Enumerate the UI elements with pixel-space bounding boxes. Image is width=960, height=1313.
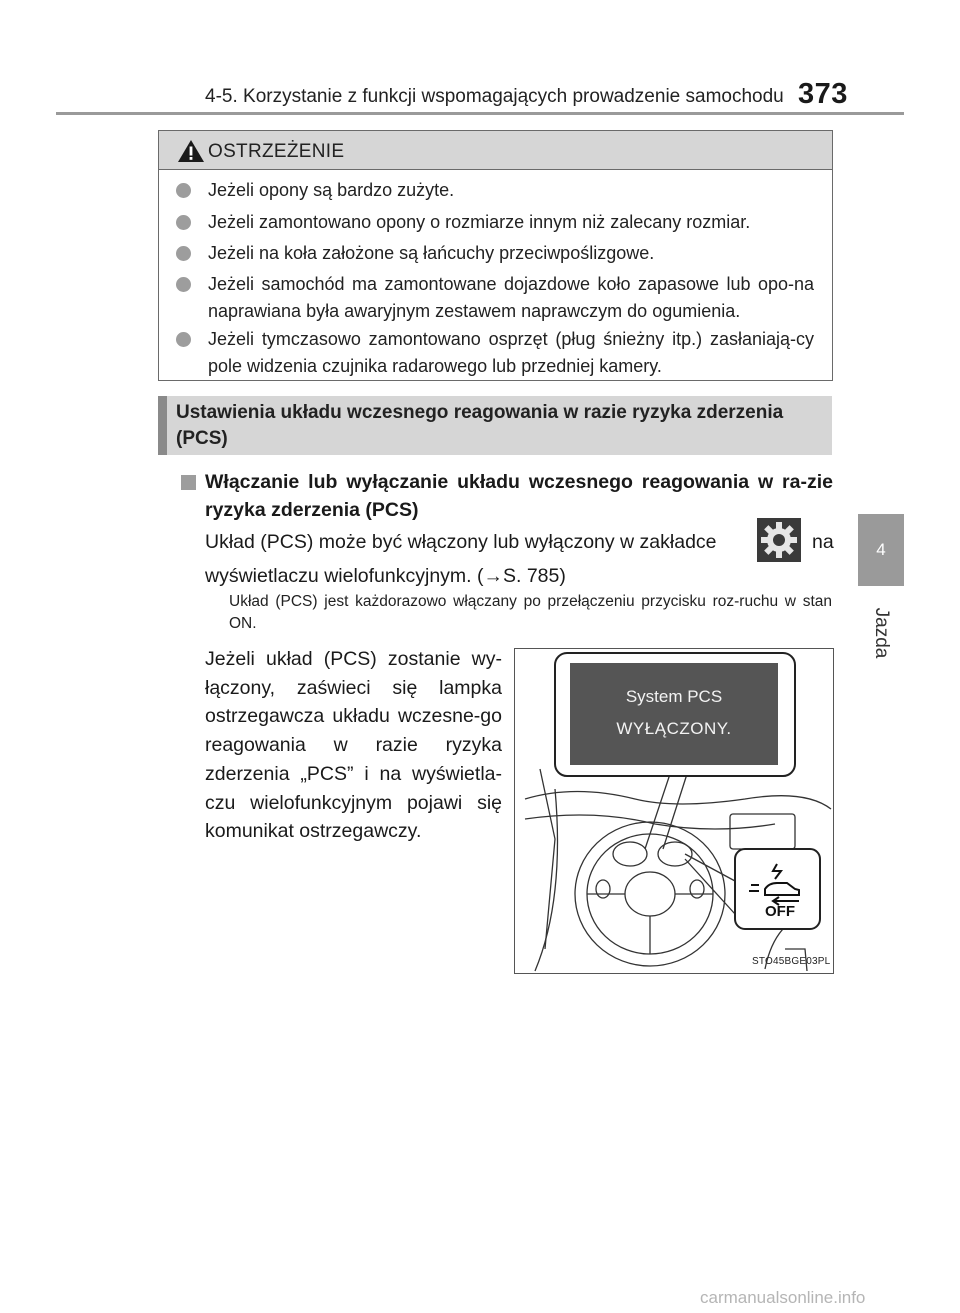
body-text: na [812, 531, 834, 553]
bullet-icon [176, 246, 191, 261]
page-number: 373 [798, 78, 848, 110]
subsection-title: Włączanie lub wyłączanie układu wczesnego reagowania w ra-zie ryzyka zderzenia (PCS) [205, 471, 833, 521]
bullet-icon [176, 183, 191, 198]
chapter-number: 4 [876, 540, 886, 559]
warning-header [159, 131, 832, 170]
chapter-tab [858, 514, 904, 586]
note-text: Układ (PCS) jest każdorazowo włączany po przełączeniu przycisku roz-ruchu w stan ON. [229, 593, 832, 632]
warning-item-text: Jeżeli na koła założone są łańcuchy przeciwpoślizgowe. [208, 243, 655, 263]
body-paragraph: Jeżeli układ (PCS) zostanie wy-łączony, zaświeci się lampka ostrzegawcza układu wczesne-go reagowania w razie ryzyka zderzenia „PCS” i na wyświetla-czu wielofunkcyjnym pojawi się komunikat ostrzegawczy. [205, 648, 502, 843]
gear-icon [757, 518, 801, 562]
warning-title: OSTRZEŻENIE [208, 141, 345, 162]
warning-item-text: Jeżeli tymczasowo zamontowano osprzęt (pług śnieżny itp.) zasłaniają-cy pole widzenia czujnika radarowego lub przedniej kamery. [208, 329, 814, 376]
section-header-bar [158, 396, 167, 455]
chapter-label: Jazda [871, 607, 892, 659]
section-title: Ustawienia układu wczesnego reagowania w razie ryzyka zderzenia (PCS) [176, 402, 784, 449]
running-header-title: 4-5. Korzystanie z funkcji wspomagających prowadzenie samochodu [205, 86, 784, 107]
chapter-label-container [856, 598, 906, 668]
body-text: Układ (PCS) może być włączony lub wyłączony w zakładce [205, 531, 717, 553]
section-header [158, 396, 832, 455]
watermark: carmanualsonline.info [700, 1288, 866, 1307]
dashboard-illustration [514, 648, 834, 974]
warning-item-text: Jeżeli samochód ma zamontowane dojazdowe koło zapasowe lub opo-na naprawiana była awaryjnym zestawem naprawczym do ogumienia. [208, 274, 814, 321]
square-bullet-icon [181, 475, 196, 490]
display-message-line2: WYŁĄCZONY. [616, 719, 732, 738]
pcs-off-indicator-label: OFF [765, 903, 795, 920]
bullet-icon [176, 277, 191, 292]
display-message-line1: System PCS [625, 687, 723, 706]
header-divider [56, 112, 904, 115]
bullet-icon [176, 215, 191, 230]
warning-item-text: Jeżeli zamontowano opony o rozmiarze innym niż zalecany rozmiar. [208, 212, 751, 232]
body-text: wyświetlaczu wielofunkcyjnym. (→S. 785) [205, 565, 566, 587]
warning-box [158, 130, 833, 381]
bullet-icon [176, 332, 191, 347]
warning-item-text: Jeżeli opony są bardzo zużyte. [208, 180, 455, 200]
illustration-code: STO45BGE03PL [752, 956, 831, 967]
settings-gear-icon [757, 518, 801, 562]
warning-triangle-icon [177, 139, 205, 163]
